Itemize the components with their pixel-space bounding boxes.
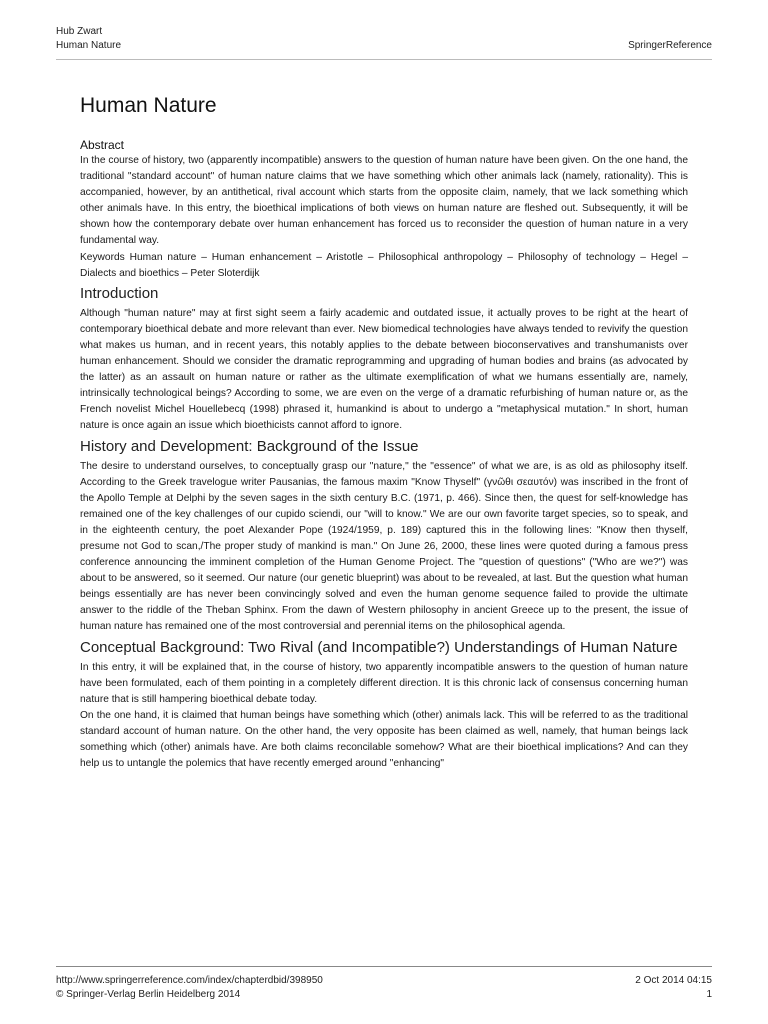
abstract-heading: Abstract <box>80 138 125 152</box>
page-number: 1 <box>706 989 712 1000</box>
document-title: Human Nature <box>80 94 217 117</box>
introduction-paragraph: Although "human nature" may at first sight seem a fairly academic and outdated issue, it actually proves to be right at the heart of contemporary bioethical debate and more relevant than ever. New biomedical technologies have always tended to revivify the question what makes us human, and in recent years, this notably applies to the debate between bioconservatives and transhumanists over human enhancement. Should we consider the dramatic reprogramming and upgrading of human bodies and brains (as advocated by the latter) as an assault on human nature or rather as the ultimate exemplification of what we humans essentially are, namely, intrinsically technological beings? According to some, we are even on the verge of a dramatic refurbishing of human nature or, as the French novelist Michel Houellebecq (1998) phrased it, humankind is about to undergo a "metaphysical mutation." In short, human nature is once again an issue which bioethicists cannot afford to ignore. <box>80 307 688 432</box>
header-left <box>56 25 121 53</box>
section-heading-history: History and Development: Background of the Issue <box>80 437 419 455</box>
conceptual-paragraph-2: On the one hand, it is claimed that human beings have something which (other) animals lack. This will be referred to as the traditional standard account of human nature. On the other hand, the very opposite has been claimed as well, namely, that human beings lack something which (other) animals have. Are both claims reconcilable somehow? What are their bioethical implications? And can they help us to untangle the polemics that have recently emerged around "enhancing" <box>80 709 688 770</box>
section-heading-introduction: Introduction <box>80 284 159 302</box>
header-publisher: SpringerReference <box>628 40 712 51</box>
header-subject: Human Nature <box>56 40 122 51</box>
footer-copyright: © Springer-Verlag Berlin Heidelberg 2014 <box>56 989 241 1000</box>
abstract-text: In the course of history, two (apparently incompatible) answers to the question of human nature have been given. On the one hand, the traditional "standard account" of human nature claims that we have something which other animals lack (namely, rationality). This is accompanied, however, by an antithetical, rival account which starts from the opposite claim, namely, that we lack something which other animals have. In this entry, the bioethical implications of both views on human nature are fleshed out. Subsequently, it will be shown how the contemporary debate over human enhancement has forced us to reconsider the question of human nature in a very fundamental way. <box>80 155 688 247</box>
footer-rule <box>56 966 712 967</box>
header-rule <box>56 59 712 60</box>
history-paragraph: The desire to understand ourselves, to conceptually grasp our "nature," the "essence" of what we are, is as old as philosophy itself. According to the Greek travelogue writer Pausanias, the famous maxim "Know Thyself" (γνῶθι σεαυτόν) was inscribed in the front of the Apollo Temple at Delphi by the seven sages in the sixth century B.C. (1971, p. 466). Since then, the quest for self-knowledge has remained one of the key challenges of our cupido sciendi, our "will to know." We are our own favorite target species, so to speak, and in the eighteenth century, the poet Alexander Pope (1924/1959, p. 189) captured this in the following lines: "Know then thyself, presume not God to scan,/The proper study of mankind is man." On June 26, 2000, these lines were quoted during a famous press conference announcing the imminent completion of the Human Genome Project. The "question of questions" ("Who are we?") was about to be answered, so it seemed. Our nature (our genetic blueprint) was about to be revealed, at last. But the question what human beings essentially are has never been convincingly solved and even the human genome sequence failed to provide the ultimate answer to the riddle of the Theban Sphinx. From the dawn of Western philosophy in ancient Greece up to the present, the issue of human nature has remained one of the most controversial and perennial items on the philosophical agenda. <box>80 460 688 633</box>
footer-date: 2 Oct 2014 04:15 <box>635 975 712 986</box>
footer-url-link[interactable]: http://www.springerreference.com/index/chapterdbid/398950 <box>56 975 323 986</box>
main-content <box>80 93 688 772</box>
section-heading-conceptual-background: Conceptual Background: Two Rival (and Incompatible?) Understandings of Human Nature <box>80 638 678 656</box>
conceptual-paragraph-1: In this entry, it will be explained that, in the course of history, two apparently incompatible answers to the question of human nature have been formulated, each of them pointing in a completely different direction. It is this chronic lack of consensus concerning human nature that is still hampering bioethical debate today. <box>80 661 688 705</box>
header-author: Hub Zwart <box>56 26 103 37</box>
keywords-line: Keywords Human nature – Human enhancement – Aristotle – Philosophical anthropology – Philosophy of technology – Hegel – Dialects and bioethics – Peter Sloterdijk <box>80 251 688 279</box>
